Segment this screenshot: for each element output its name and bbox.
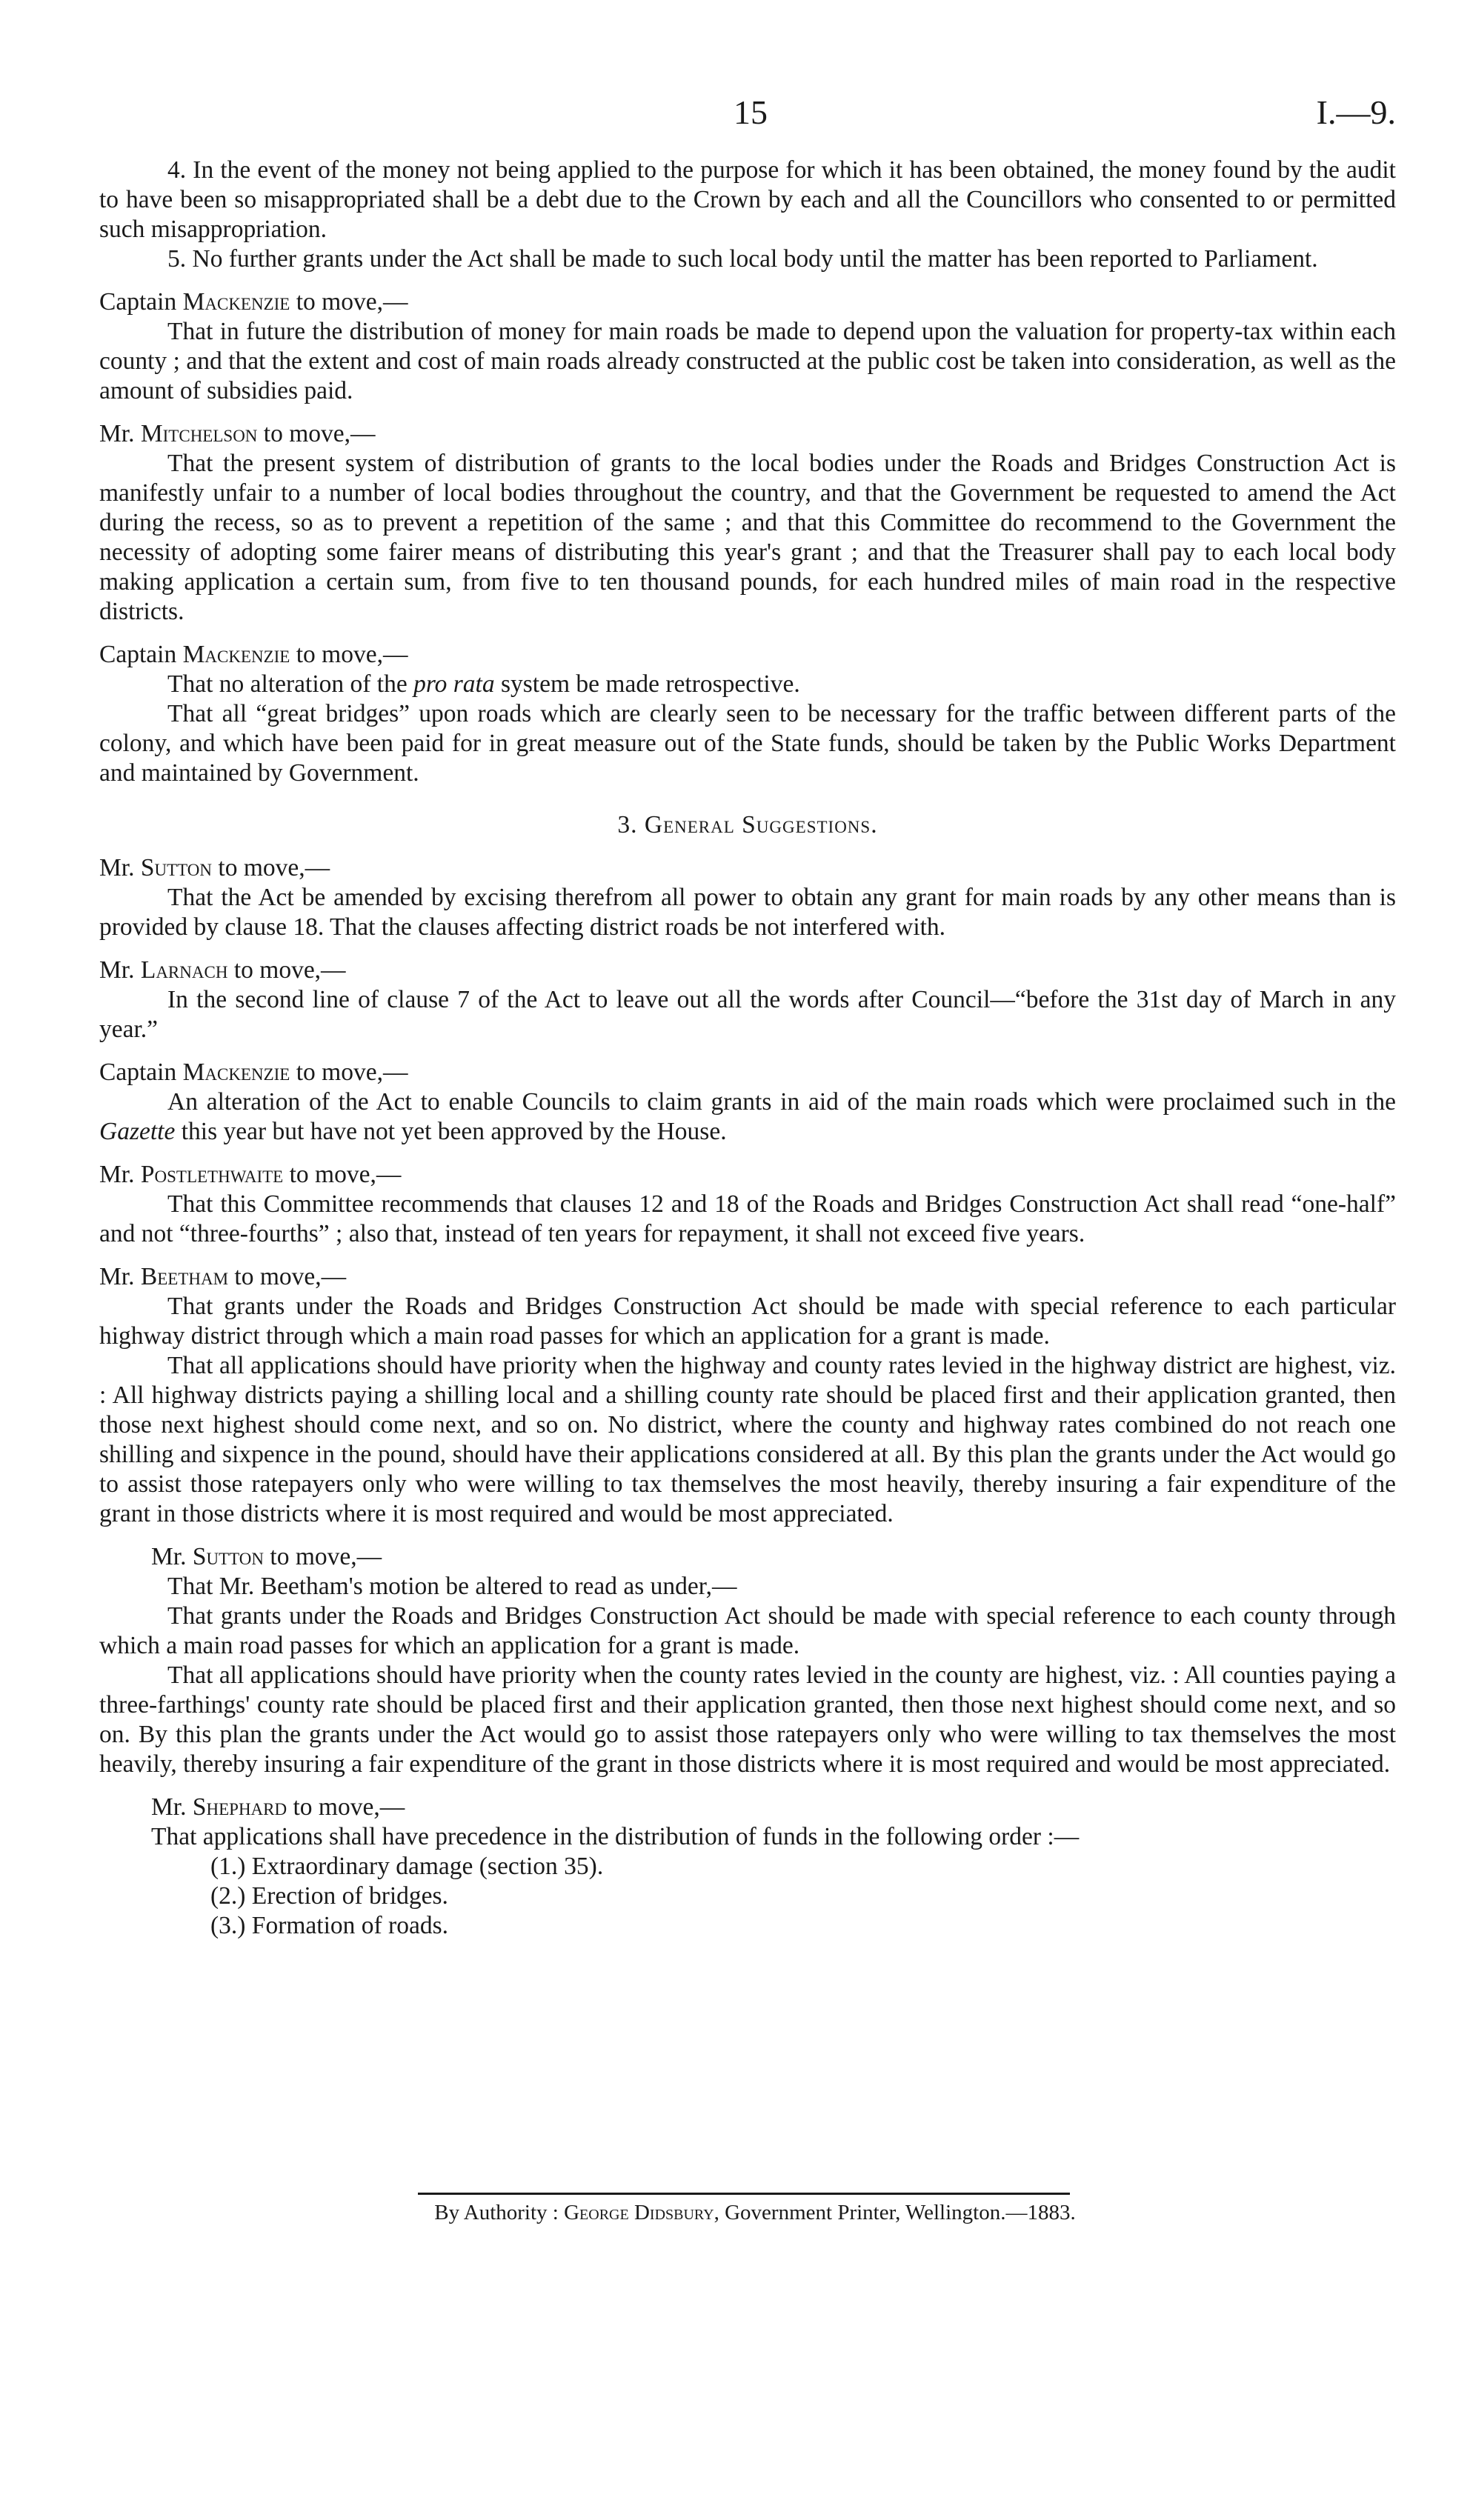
mover-name: Larnach [140,956,228,984]
mover-name: Mackenzie [182,1059,290,1086]
paragraph: That all applications should have priority when the county rates levied in the county are highest, viz. : All counties paying a three-farthings' county rate should be placed first and their application granted, then those next highest should come next, and so on. By this plan the grants under the Act would go to assist those ratepayers only who were willing to tax themselves the most heavily, thereby insuring a fair expenditure of the grant in those districts where it is most required and would be most appreciated. [99,1661,1396,1778]
paragraph [99,670,1396,699]
paragraph: That grants under the Roads and Bridges Construction Act should be made with special reference to each particular highway district through which a main road passes for which an application for a grant is made. [99,1293,1396,1350]
motion-mover [99,419,1396,449]
precedence-list [99,1852,1396,1941]
section-heading: 3. General Suggestions. [617,811,878,839]
footer-rule [418,2193,1070,2195]
motion-mover [99,956,1396,985]
mover-suffix: to move,— [287,1793,405,1821]
paragraph: That this Committee recommends that clauses 12 and 18 of the Roads and Bridges Construction Act shall read “one-half” and not “three-fourths” ; also that, instead of ten years for repayment, it shall not exceed five years. [99,1190,1396,1247]
mover-name: Shephard [192,1793,287,1821]
mover-suffix: to move,— [212,854,330,881]
paragraph: That grants under the Roads and Bridges Construction Act should be made with special reference to each county through which a main road passes for which an application for a grant is made. [99,1602,1396,1659]
footer-block [99,2148,1396,2225]
paragraph: That Mr. Beetham's motion be altered to read as under,— [167,1573,737,1600]
mover-name: Postlethwaite [140,1161,284,1188]
imprint-prefix: By Authority : [434,2201,565,2224]
mover-name: Mackenzie [182,641,290,668]
mover-title: Captain [99,1059,177,1086]
paragraph: In the second line of clause 7 of the Act to leave out all the words after Council—“before the 31st day of March in any year.” [99,986,1396,1043]
paragraph: That the Act be amended by excising therefrom all power to obtain any grant for main roads by any other means than is provided by clause 18. That the clauses affecting district roads be not interfered with. [99,884,1396,941]
mover-name: Mackenzie [182,288,290,316]
motion-mover [99,853,1396,883]
paragraph: That the present system of distribution of grants to the local bodies under the Roads and Bridges Construction Act is manifestly unfair to a number of local bodies throughout the country, and that the Government be requested to amend the Act during the recess, so as to prevent a repetition of the same ; and that this Committee do recommend to the Government the necessity of adopting some fairer means of distributing this year's grant ; and that the Treasurer shall pay to each local body making application a certain sum, from five to ten thousand pounds, for each hundred miles of main road in the respective districts. [99,450,1396,625]
paragraph: 5. No further grants under the Act shall be made to such local body until the matter has been reported to Parliament. [167,245,1318,273]
paragraph: That all applications should have priority when the highway and county rates levied in the highway district are highest, viz. : All highway districts paying a shilling local and a shilling county rate should be placed first and their application granted, then those next highest should come next, and so on. No district, where the county and highway rates combined do not reach one shilling and sixpence in the pound, should have their applications considered at all. By this plan the grants under the Act would go to assist those ratepayers only who were willing to tax themselves the most heavily, thereby insuring a fair expenditure of the grant in those districts where it is most required and would be most appreciated. [99,1352,1396,1527]
mover-title: Mr. [99,420,135,447]
mover-title: Mr. [99,1263,135,1290]
mover-title: Mr. [151,1543,187,1570]
mover-name: Sutton [140,854,213,881]
paragraph: 4. In the event of the money not being applied to the purpose for which it has been obtained, the money found by the audit to have been so misappropriated shall be a debt due to the Crown by each and all the Councillors who consented to or permitted such misappropriation. [99,156,1396,243]
mover-suffix: to move,— [227,956,346,984]
paragraph: That in future the distribution of money for main roads be made to depend upon the valuation for property-tax within each county ; and that the extent and cost of main roads already constructed at the public cost be taken into consideration, as well as the amount of subsidies paid. [99,318,1396,404]
mover-suffix: to move,— [290,288,408,316]
motion-mover [99,1793,1396,1822]
italic-term: pro rata [413,670,495,698]
imprint-suffix: , Government Printer, Wellington.—1883. [714,2201,1076,2224]
mover-title: Captain [99,641,177,668]
mover-suffix: to move,— [257,420,376,447]
paragraph-text: this year but have not yet been approved by the House. [175,1118,727,1145]
motion-mover [99,640,1396,670]
document-body [99,156,1396,1941]
printer-imprint [99,2201,1396,2225]
list-item: (2.) Erection of bridges. [210,1882,448,1910]
mover-name: Beetham [140,1263,229,1290]
paragraph [99,1087,1396,1147]
paragraph-text: system be made retrospective. [494,670,800,698]
motion-mover [99,1160,1396,1190]
motion-mover [99,1058,1396,1087]
page-number: 15 [734,93,768,131]
mover-title: Mr. [151,1793,187,1821]
mover-suffix: to move,— [290,641,408,668]
mover-title: Mr. [99,1161,135,1188]
motion-mover [99,1542,1396,1572]
motion-mover [99,1262,1396,1292]
italic-term: Gazette [99,1118,176,1145]
document-reference: I.—9. [1316,93,1396,131]
mover-suffix: to move,— [290,1059,408,1086]
mover-suffix: to move,— [228,1263,347,1290]
mover-suffix: to move,— [264,1543,382,1570]
paragraph: That all “great bridges” upon roads which are clearly seen to be necessary for the traffic between different parts of the colony, and which have been paid for in great measure out of the State funds, should be taken by the Public Works Department and maintained by Government. [99,700,1396,787]
paragraph-text: An alteration of the Act to enable Councils to claim grants in aid of the main roads which were proclaimed such in the [167,1088,1396,1116]
mover-title: Mr. [99,956,135,984]
list-item: (3.) Formation of roads. [210,1912,448,1939]
mover-suffix: to move,— [283,1161,402,1188]
mover-name: Sutton [192,1543,265,1570]
mover-title: Captain [99,288,177,316]
mover-title: Mr. [99,854,135,881]
mover-name: Mitchelson [140,420,258,447]
paragraph-text: That no alteration of the [167,670,414,698]
paragraph: That applications shall have precedence in the distribution of funds in the following order :— [151,1823,1080,1850]
list-item: (1.) Extraordinary damage (section 35). [210,1853,604,1880]
motion-mover [99,287,1396,317]
imprint-printer: George Didsbury [564,2201,714,2224]
